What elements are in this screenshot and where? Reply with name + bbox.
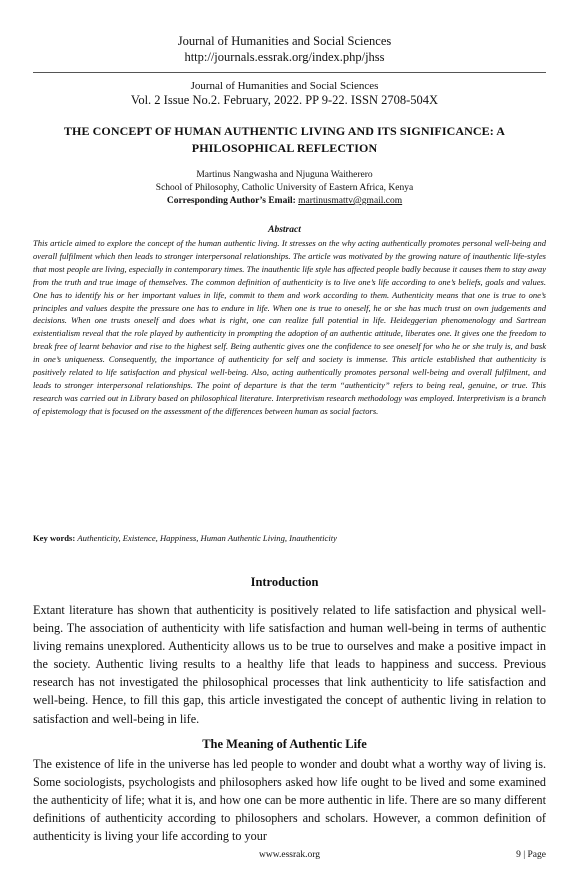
header-divider <box>33 72 546 73</box>
abstract-heading: Abstract <box>268 225 301 235</box>
paper-title: THE CONCEPT OF HUMAN AUTHENTIC LIVING AND ITS SIGNIFICANCE: A PHILOSOPHICAL REFLECTION <box>63 124 506 155</box>
introduction-text: Extant literature has shown that authenticity is positively related to life satisfaction and physical well-being. The association of authenticity with life satisfaction and human well-being in terms of authentic living remains unexplored. Authenticity allows us to be true to ourselves and make a positive impact in the society. Authentic living results to a healthy life that leads to happiness and success. Previous research has not investigated the philosophical processes that link authenticity to life satisfaction and well-being. Hence, to fill this gap, this article investigated the concept of authentic living in relation to satisfaction and well-being in life. <box>33 603 546 726</box>
running-header <box>0 33 569 65</box>
running-header-journal: Journal of Humanities and Social Sciences <box>177 34 392 48</box>
corresponding-label: Corresponding Author’s Email: <box>166 196 296 206</box>
meaning-text: The existence of life in the universe has led people to wonder and doubt what a worthy way of living is. Some sociologists, psychologists and philosophers asked how life ought to be lived and some examined the authenticity of life; what it is, and how one can be more authentic in life. There are so many different definitions of authenticity according to philosophers and scholars. However, a common definition of authenticity is living your life according to your <box>33 757 546 844</box>
journal-info <box>0 79 569 107</box>
introduction-heading: Introduction <box>250 575 319 589</box>
page-footer <box>33 850 546 862</box>
keywords <box>33 532 546 544</box>
keywords-values: Authenticity, Existence, Happiness, Human Authentic Living, Inauthenticity <box>77 533 337 543</box>
journal-name: Journal of Humanities and Social Sciences <box>190 80 379 92</box>
email-link[interactable]: martinusmattv@gmail.com <box>298 196 403 206</box>
issue-line: Vol. 2 Issue No.2. February, 2022. PP 9-22. ISSN 2708-504X <box>130 93 439 107</box>
meaning-heading: The Meaning of Authentic Life <box>202 737 367 751</box>
corresponding-author <box>0 195 569 208</box>
abstract-text: This article aimed to explore the concept of the human authentic living. It stresses on the why acting authentically promotes personal well-being and overall fulfilment which then leads to stronger interpersonal relationships. The article was motivated by the growing nature of inauthentic life-styles that most people are living, especially in contemporary times. The inauthentic life style has affected people badly because it causes them to stay away from the truth and true image of themselves. The common definition of authenticity is to live one’s life according to one’s beliefs, goals and values. One has to identify his or her important values in life, commit to them and work according to them. Authenticity means that one is true to one’s principles and values despite the pressure one has to endure in life. When one is true to oneself, he or she has much trust on own judgements and decisions. When one trusts oneself and does what is right, one can realize full potential in life. Heideggerian phenomenology and Sartrean existentialism reveal that the role played by authenticity in prompting the adoption of an authentic attitude, liberates one. It gives one the freedom to break free of learnt behavior and rise to the highest self. Being authentic gives one the confidence to see oneself for who he or she truly is, and bask in one’s uniqueness. Consequently, the importance of authenticity for self and society is immense. This article established that authenticity is positively related to life satisfaction and physical well-being. Also, acting authentically promotes personal well-being and overall fulfilment, and leads to stronger interpersonal relationships. The point of departure is that the term “authenticity” refers to being real, genuine, or true. This research was carried out in Library based on philosophical literature. Interpretivism research methodology was employed. Interpretivism is a branch of epistemology that is focused on the assessment of the differences between human as social factors. <box>33 238 546 416</box>
running-header-url[interactable]: http://journals.essrak.org/index.php/jhss <box>184 50 385 64</box>
keywords-label: Key words: <box>33 533 76 543</box>
footer-page-number: 9 | Page <box>516 850 546 860</box>
author-names: Martinus Nangwasha and Njuguna Waitherero <box>196 170 373 180</box>
author-block <box>0 169 569 208</box>
author-affiliation: School of Philosophy, Catholic University of Eastern Africa, Kenya <box>155 183 414 193</box>
footer-site[interactable]: www.essrak.org <box>259 850 320 860</box>
